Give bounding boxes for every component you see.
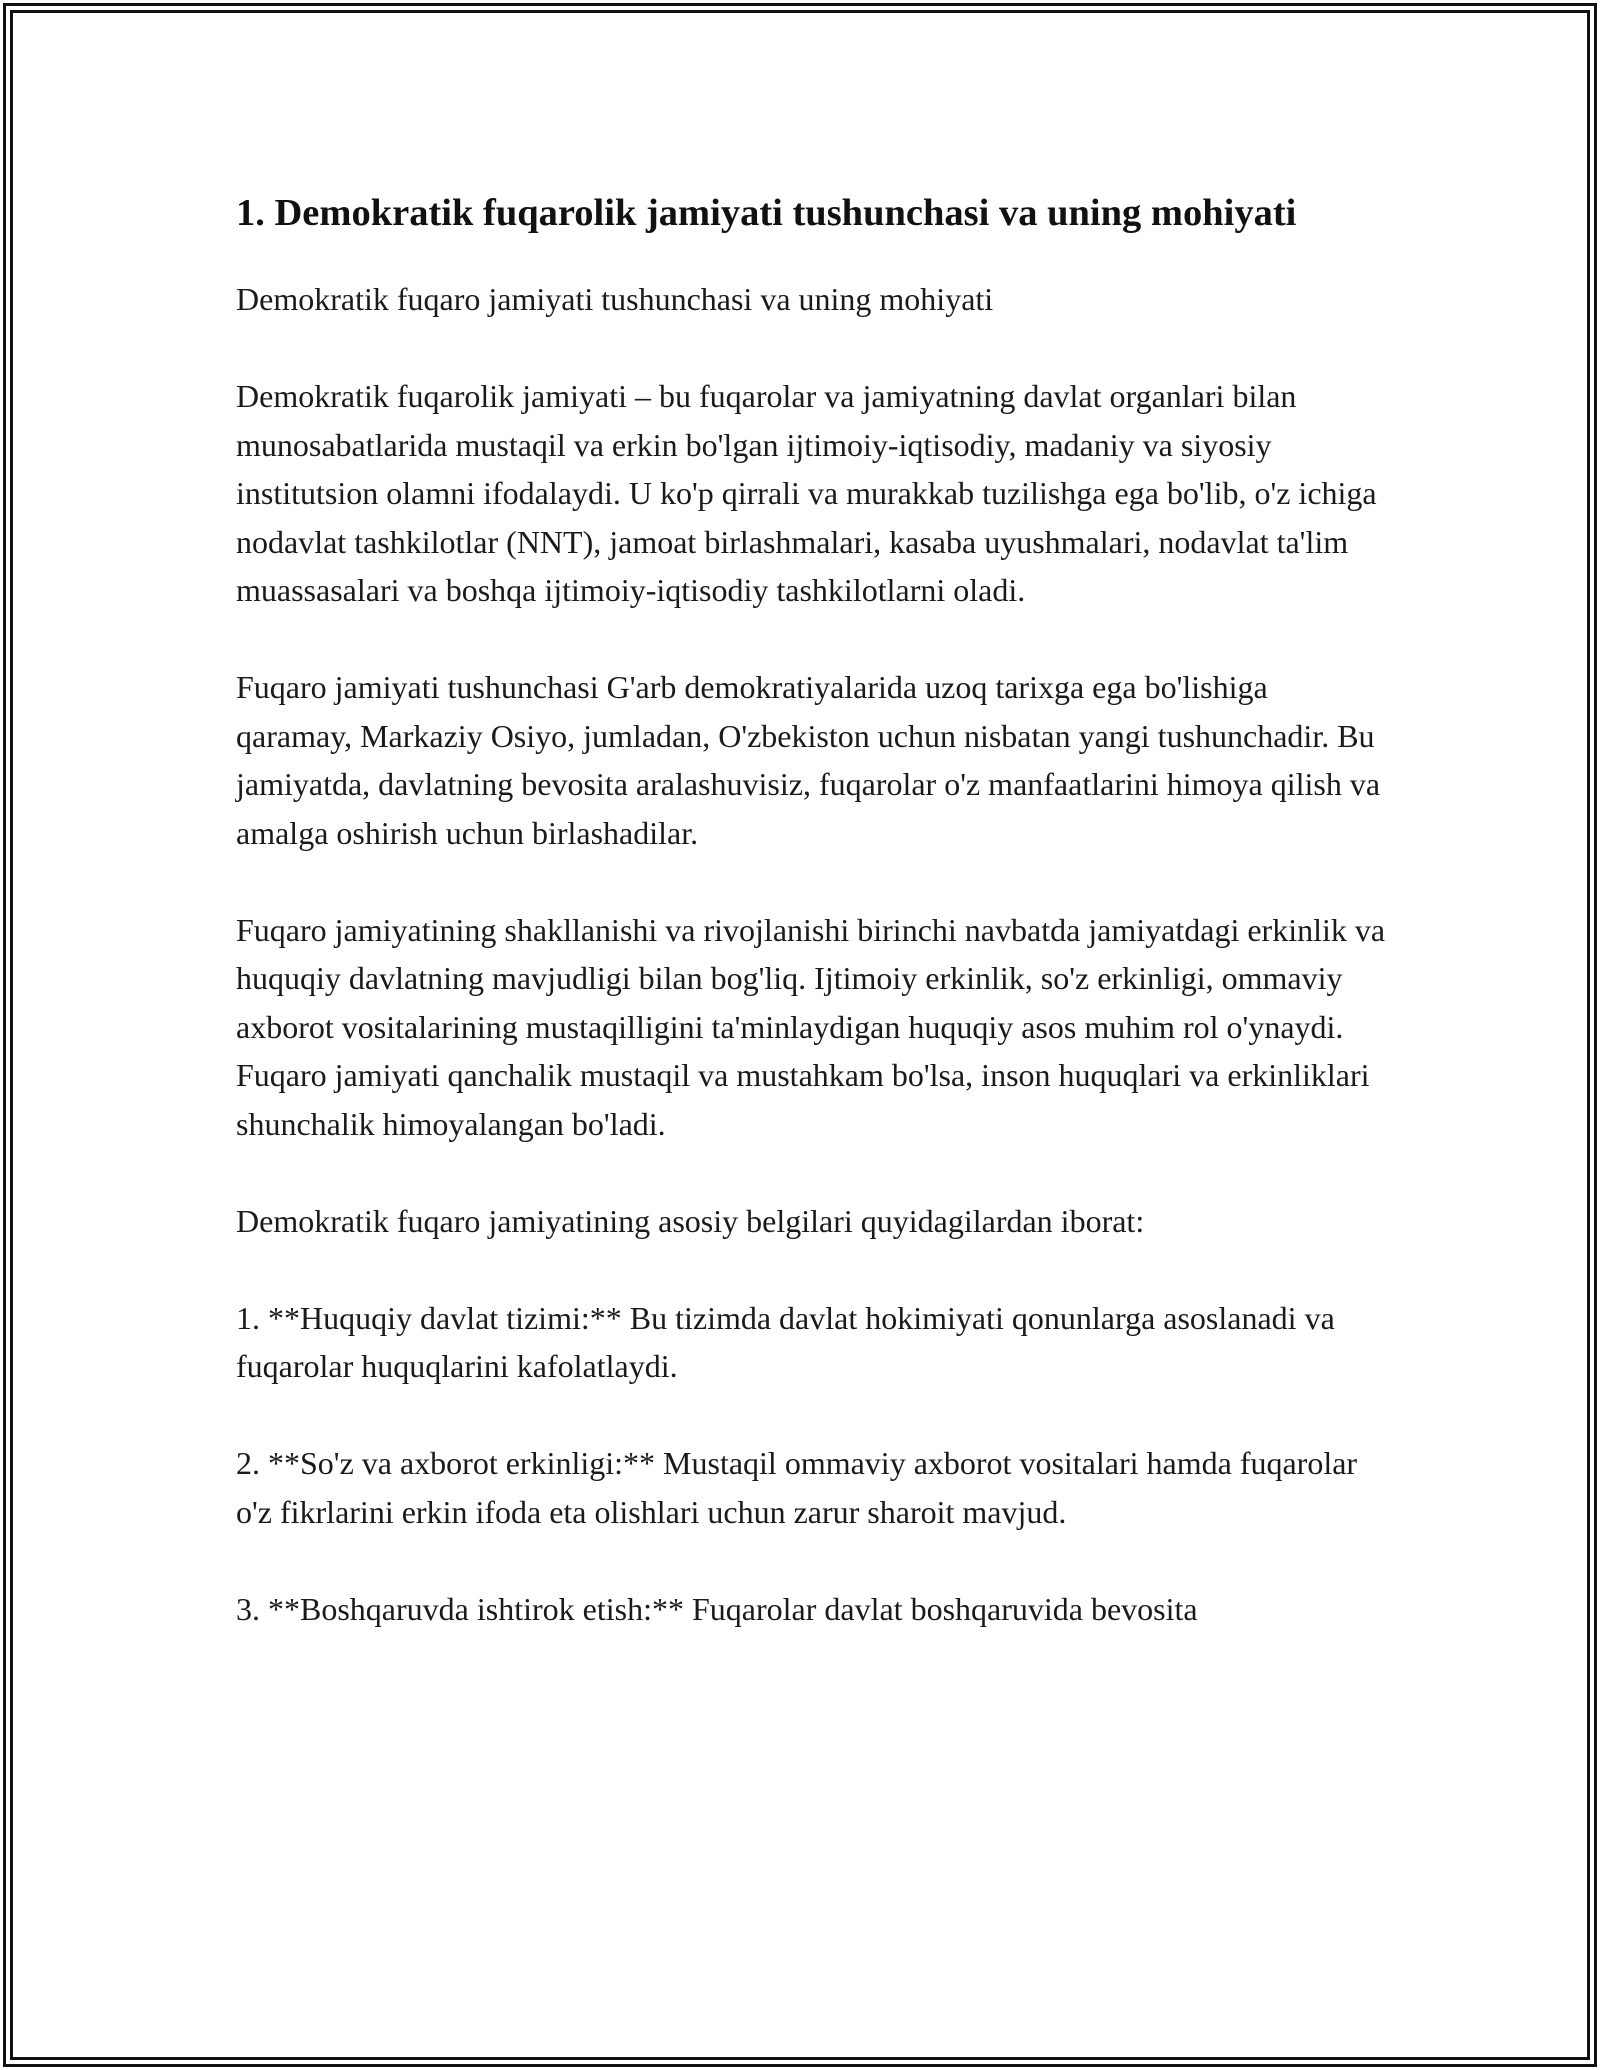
document-subtitle: Demokratik fuqaro jamiyati tushunchasi va uning mohiyati	[236, 281, 994, 317]
paragraph-formation: Fuqaro jamiyatining shakllanishi va rivojlanishi birinchi navbatda jamiyatdagi erkinlik va huquqiy davlatning mavjudligi bilan bog'liq. Ijtimoiy erkinlik, so'z erkinligi, ommaviy axborot vositalarining mustaqilligini ta'minlaydigan huquqiy asos muhim rol o'ynaydi. Fuqaro jamiyati qanchalik mustaqil va mustahkam bo'lsa, inson huquqlari va erkinliklari shunchalik himoyalangan bo'ladi.	[236, 911, 1386, 1142]
paragraph-features-intro: Demokratik fuqaro jamiyatining asosiy belgilari quyidagilardan iborat:	[236, 1202, 1145, 1239]
paragraph-history: Fuqaro jamiyati tushunchasi G'arb demokratiyalarida uzoq tarixga ega bo'lishiga qaramay, Markaziy Osiyo, jumladan, O'zbekiston uchun nisbatan yangi tushunchadir. Bu jamiyatda, davlatning bevosita aralashuvisiz, fuqarolar o'z manfaatlarini himoya qilish va amalga oshirish uchun birlashadilar.	[236, 669, 1381, 851]
list-item-2: 2. **So'z va axborot erkinligi:** Mustaqil ommaviy axborot vositalari hamda fuqarolar o'z fikrlarini erkin ifoda eta olishlari uchun zarur sharoit mavjud.	[236, 1445, 1358, 1530]
paragraph-definition: Demokratik fuqarolik jamiyati – bu fuqarolar va jamiyatning davlat organlari bilan munosabatlarida mustaqil va erkin bo'lgan ijtimoiy-iqtisodiy, madaniy va siyosiy institutsion olamni ifodalaydi. U ko'p qirrali va murakkab tuzilishga ega bo'lib, o'z ichiga nodavlat tashkilotlar (NNT), jamoat birlashmalari, kasaba uyushmalari, nodavlat ta'lim muassasalari va boshqa ijtimoiy-iqtisodiy tashkilotlarni oladi.	[236, 378, 1377, 608]
document-heading: 1. Demokratik fuqarolik jamiyati tushunchasi va uning mohiyati	[236, 192, 1297, 234]
list-item-1: 1. **Huquqiy davlat tizimi:** Bu tizimda davlat hokimiyati qonunlarga asoslanadi va fuqarolar huquqlarini kafolatlaydi.	[236, 1299, 1335, 1384]
document-body	[236, 186, 1386, 1682]
list-item-3: 3. **Boshqaruvda ishtirok etish:** Fuqarolar davlat boshqaruvida bevosita	[236, 1590, 1198, 1627]
